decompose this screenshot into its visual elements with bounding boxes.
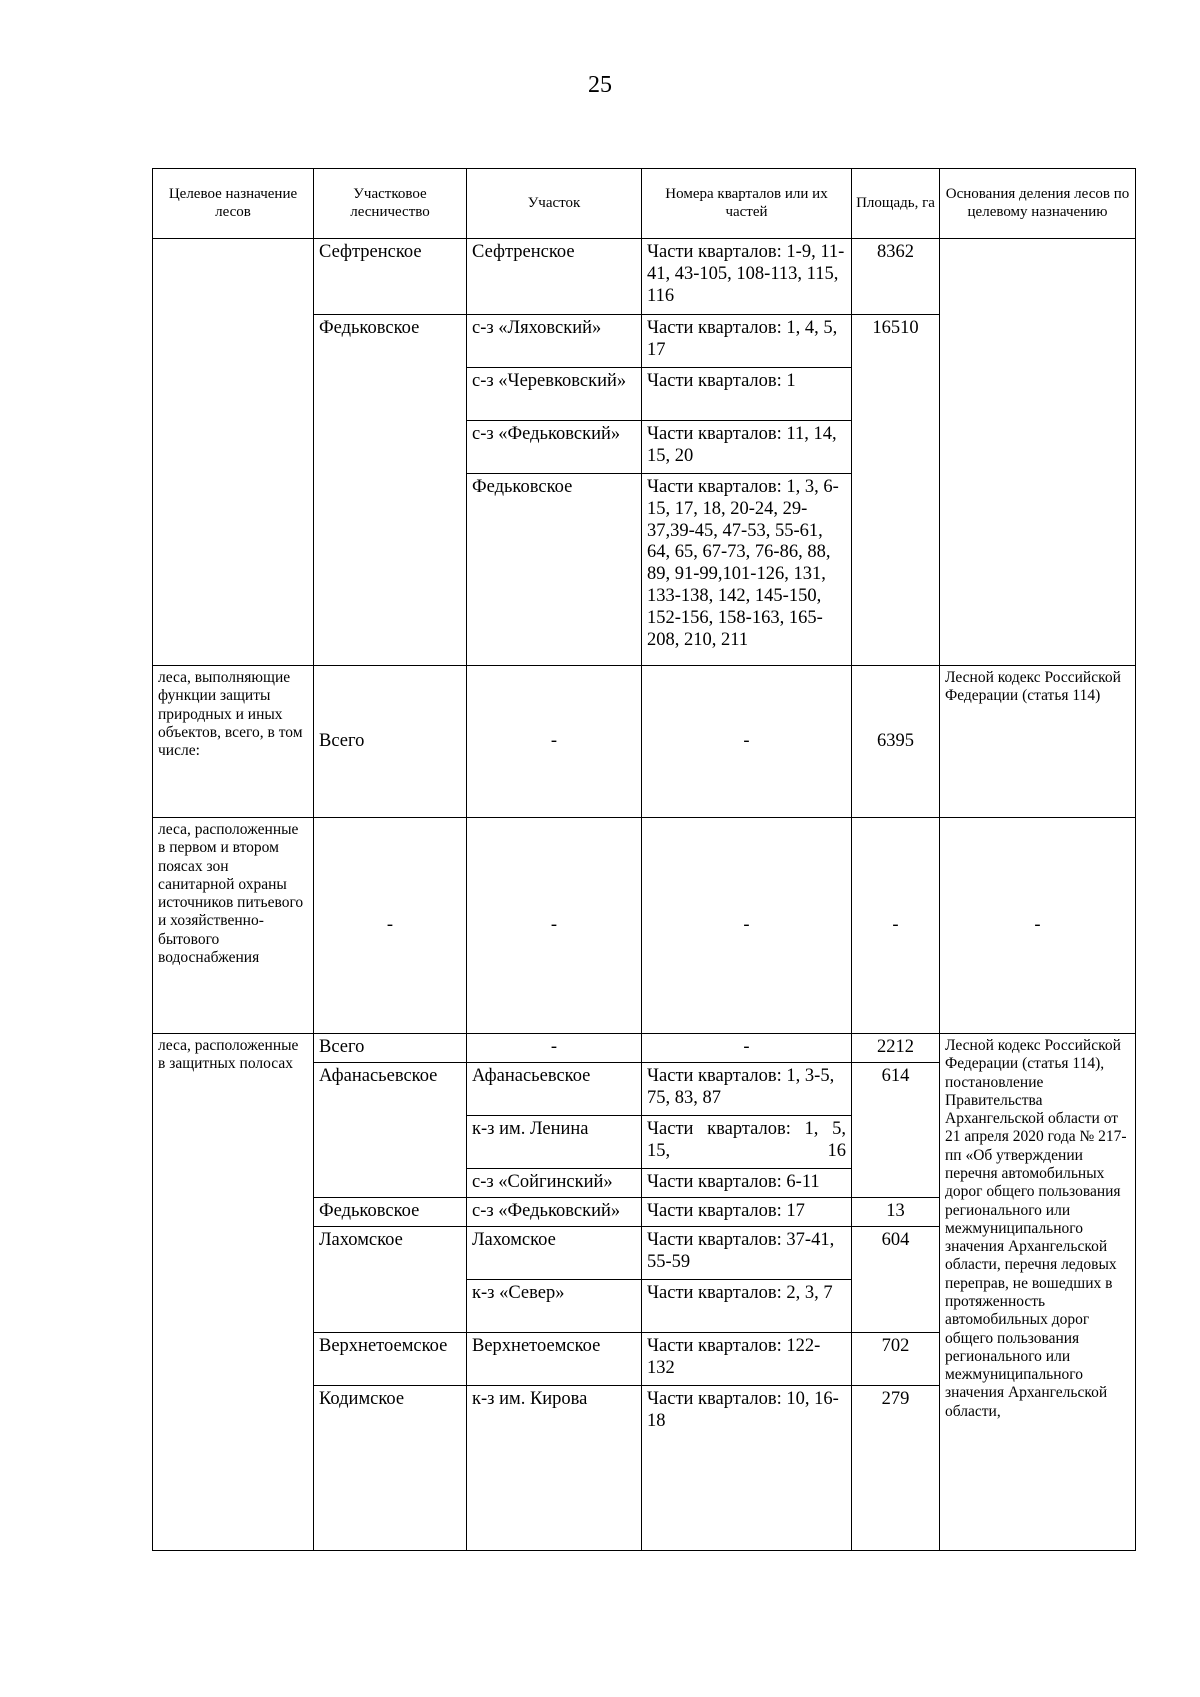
section-cell: - <box>467 666 642 818</box>
quarters-cell: - <box>642 666 852 818</box>
forestry-cell: Федьковское <box>314 1197 467 1226</box>
table-row <box>153 666 1136 818</box>
quarters-cell: Части кварталов: 1, 3, 6-15, 17, 18, 20-24, 29-37,39-45, 47-53, 55-61, 64, 65, 67-73, 76-86, 88, 89, 91-99,101-126, 131, 133-138, 142, 145-150, 152-156, 158-163, 165-208, 210, 211 <box>642 474 852 666</box>
basis-cell: Лесной кодекс Российской Федерации (статья 114) <box>940 666 1136 818</box>
section-cell: с-з «Сойгинский» <box>467 1168 642 1197</box>
page-number: 25 <box>588 72 612 98</box>
purpose-cell-empty <box>153 239 314 666</box>
forestry-cell: Афанасьевское <box>314 1062 467 1197</box>
section-cell: Лахомское <box>467 1226 642 1279</box>
purpose-cell: леса, расположенные в защитных полосах <box>153 1034 314 1551</box>
section-cell: к-з «Север» <box>467 1279 642 1332</box>
area-cell: 604 <box>852 1226 940 1332</box>
quarters-cell: Части кварталов: 122-132 <box>642 1332 852 1385</box>
area-cell: 6395 <box>852 666 940 818</box>
basis-cell: - <box>940 818 1136 1034</box>
quarters-cell: Части кварталов: 1, 4, 5, 17 <box>642 315 852 368</box>
quarters-cell: Части кварталов: 11, 14, 15, 20 <box>642 421 852 474</box>
section-cell: с-з «Ляховский» <box>467 315 642 368</box>
basis-cell: Лесной кодекс Российской Федерации (статья 114), постановление Правительства Архангельской области от 21 апреля 2020 года № 217-пп «Об утверждении перечня автомобильных дорог общего пользования регионального или межмуниципального значения Архангельской области, перечня ледовых переправ, не вошедших в протяженность автомобильных дорог общего пользования регионального или межмуниципального значения Архангельской области, <box>940 1034 1136 1551</box>
section-cell: - <box>467 818 642 1034</box>
forestry-cell: Лахомское <box>314 1226 467 1332</box>
area-cell: 16510 <box>852 315 940 666</box>
quarters-cell: Части кварталов: 1, 3-5, 75, 83, 87 <box>642 1062 852 1115</box>
forest-purpose-table <box>152 168 1136 1551</box>
area-cell: 702 <box>852 1332 940 1385</box>
forestry-cell: Верхнетоемское <box>314 1332 467 1385</box>
basis-cell-empty <box>940 239 1136 666</box>
forestry-cell: Всего <box>314 666 467 818</box>
quarters-cell: Части кварталов: 17 <box>642 1197 852 1226</box>
quarters-cell: Части кварталов: 6-11 <box>642 1168 852 1197</box>
section-cell: Федьковское <box>467 474 642 666</box>
header-purpose: Целевое назначение лесов <box>153 169 314 239</box>
quarters-cell: Части кварталов: 1-9, 11-41, 43-105, 108-113, 115, 116 <box>642 239 852 315</box>
table-row <box>153 1034 1136 1063</box>
quarters-cell: Части кварталов: 37-41, 55-59 <box>642 1226 852 1279</box>
quarters-cell: Части кварталов: 2, 3, 7 <box>642 1279 852 1332</box>
purpose-cell: леса, расположенные в первом и втором поясах зон санитарной охраны источников питьевого и хозяйственно-бытового водоснабжения <box>153 818 314 1034</box>
quarters-cell: - <box>642 1034 852 1063</box>
quarters-cell: Части кварталов: 1, 5, 15, 16 <box>642 1115 852 1168</box>
purpose-cell: леса, выполняющие функции защиты природных и иных объектов, всего, в том числе: <box>153 666 314 818</box>
quarters-cell: - <box>642 818 852 1034</box>
header-quarters: Номера кварталов или их частей <box>642 169 852 239</box>
section-cell: Сефтренское <box>467 239 642 315</box>
forestry-cell: Всего <box>314 1034 467 1063</box>
area-cell: 614 <box>852 1062 940 1197</box>
area-cell: - <box>852 818 940 1034</box>
header-forestry: Участковое лесничество <box>314 169 467 239</box>
section-cell: с-з «Федьковский» <box>467 421 642 474</box>
forestry-cell: Кодимское <box>314 1385 467 1550</box>
quarters-cell: Части кварталов: 1 <box>642 368 852 421</box>
table-row <box>153 239 1136 315</box>
area-cell: 279 <box>852 1385 940 1550</box>
section-cell: Верхнетоемское <box>467 1332 642 1385</box>
table-row <box>153 818 1136 1034</box>
forestry-cell: - <box>314 818 467 1034</box>
header-area: Площадь, га <box>852 169 940 239</box>
area-cell: 13 <box>852 1197 940 1226</box>
section-cell: с-з «Черевковский» <box>467 368 642 421</box>
table-header-row <box>153 169 1136 239</box>
section-cell: к-з им. Ленина <box>467 1115 642 1168</box>
section-cell: к-з им. Кирова <box>467 1385 642 1550</box>
header-section: Участок <box>467 169 642 239</box>
header-basis: Основания деления лесов по целевому назначению <box>940 169 1136 239</box>
forestry-cell: Федьковское <box>314 315 467 666</box>
area-cell: 8362 <box>852 239 940 315</box>
section-cell: Афанасьевское <box>467 1062 642 1115</box>
section-cell: с-з «Федьковский» <box>467 1197 642 1226</box>
section-cell: - <box>467 1034 642 1063</box>
forestry-cell: Сефтренское <box>314 239 467 315</box>
quarters-cell: Части кварталов: 10, 16-18 <box>642 1385 852 1550</box>
area-cell: 2212 <box>852 1034 940 1063</box>
